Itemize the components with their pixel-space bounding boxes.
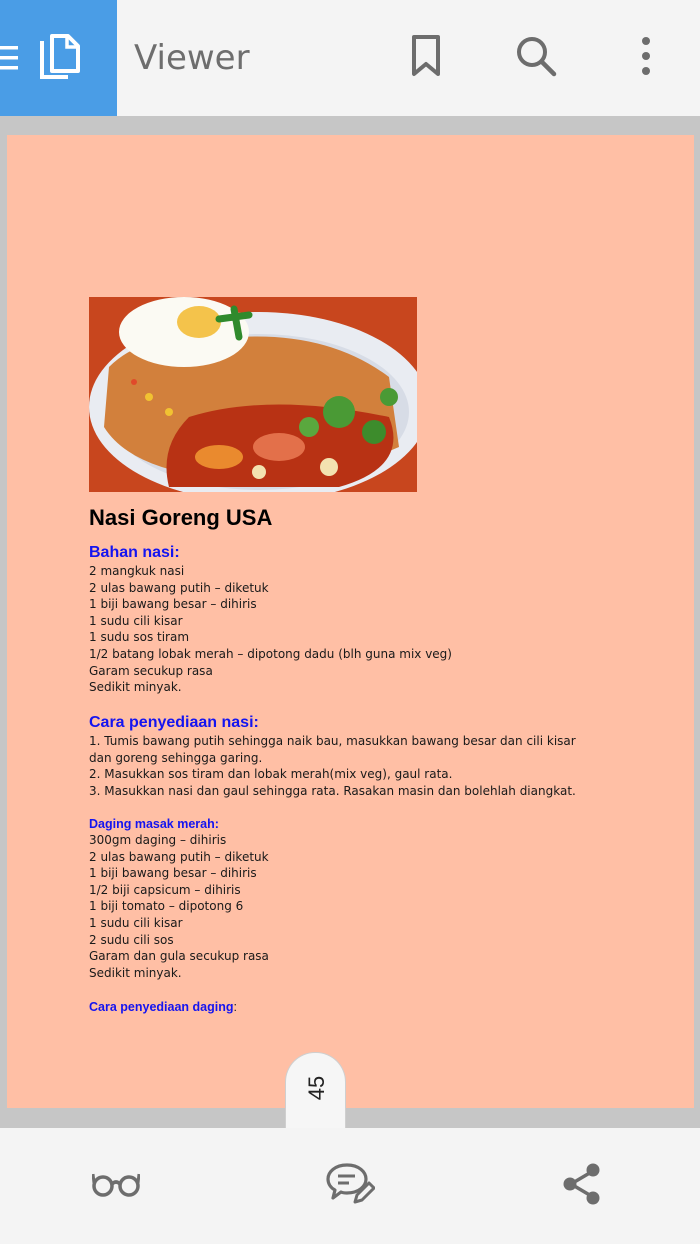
more-vert-icon (640, 36, 652, 81)
daging-heading: Daging masak merah: (89, 817, 219, 831)
navigation-tile[interactable] (0, 0, 117, 116)
recipe-title: Nasi Goreng USA (89, 505, 273, 530)
bookmark-button[interactable] (398, 30, 454, 86)
search-button[interactable] (508, 30, 564, 86)
list-item: 2 ulas bawang putih – diketuk (89, 849, 269, 864)
list-item: 2 sudu cili sos (89, 932, 174, 947)
share-icon (562, 1163, 602, 1210)
page-number: 45 (304, 1075, 329, 1101)
reading-mode-button[interactable] (86, 1158, 146, 1214)
list-item: 2 ulas bawang putih – diketuk (89, 580, 269, 595)
daging-list (89, 832, 269, 981)
list-item: 300gm daging – dihiris (89, 833, 227, 847)
recipe-photo (89, 297, 417, 492)
cara-nasi-steps (89, 733, 589, 799)
list-item: 1/2 biji capsicum – dihiris (89, 882, 241, 897)
cara-daging-colon: : (233, 1000, 237, 1014)
list-item: 1 sudu cili kisar (89, 613, 183, 628)
pages-icon[interactable] (38, 33, 82, 88)
cara-daging-heading (89, 1000, 237, 1014)
list-item: Sedikit minyak. (89, 965, 182, 980)
search-icon (515, 35, 557, 82)
bahan-nasi-list (89, 563, 452, 696)
step-item: 1. Tumis bawang putih sehingga naik bau, masukkan bawang besar dan cili kisar dan goreng sehingga garing. (89, 734, 576, 765)
step-item: 2. Masukkan sos tiram dan lobak merah(mix veg), gaul rata. (89, 767, 453, 782)
list-item: 1/2 batang lobak merah – dipotong dadu (blh guna mix veg) (89, 646, 452, 661)
app-title: Viewer (134, 38, 250, 78)
list-item: 1 sudu cili kisar (89, 915, 183, 930)
list-item: Garam dan gula secukup rasa (89, 949, 269, 964)
list-item: Sedikit minyak. (89, 680, 182, 695)
menu-icon[interactable] (0, 44, 20, 77)
cara-nasi-heading: Cara penyediaan nasi: (89, 714, 259, 731)
comment-edit-icon (325, 1162, 375, 1211)
cara-daging-heading-text: Cara penyediaan daging (89, 1000, 234, 1014)
share-button[interactable] (552, 1158, 612, 1214)
list-item: 2 mangkuk nasi (89, 564, 185, 578)
bottom-action-bar (0, 1128, 700, 1244)
bookmark-icon (411, 34, 441, 83)
top-app-bar (0, 0, 700, 116)
comment-button[interactable] (320, 1158, 380, 1214)
bahan-nasi-heading: Bahan nasi: (89, 544, 180, 561)
list-item: 1 biji bawang besar – dihiris (89, 866, 257, 881)
list-item: 1 biji bawang besar – dihiris (89, 597, 257, 612)
step-item: 3. Masukkan nasi dan gaul sehingga rata. Rasakan masin dan bolehlah diangkat. (89, 783, 576, 798)
list-item: 1 biji tomato – dipotong 6 (89, 899, 244, 914)
reading-mode-icon (92, 1170, 140, 1203)
document-page[interactable] (7, 135, 694, 1108)
list-item: 1 sudu sos tiram (89, 630, 190, 645)
page-number-tab[interactable] (285, 1052, 346, 1129)
list-item: Garam secukup rasa (89, 663, 213, 678)
more-options-button[interactable] (618, 30, 674, 86)
